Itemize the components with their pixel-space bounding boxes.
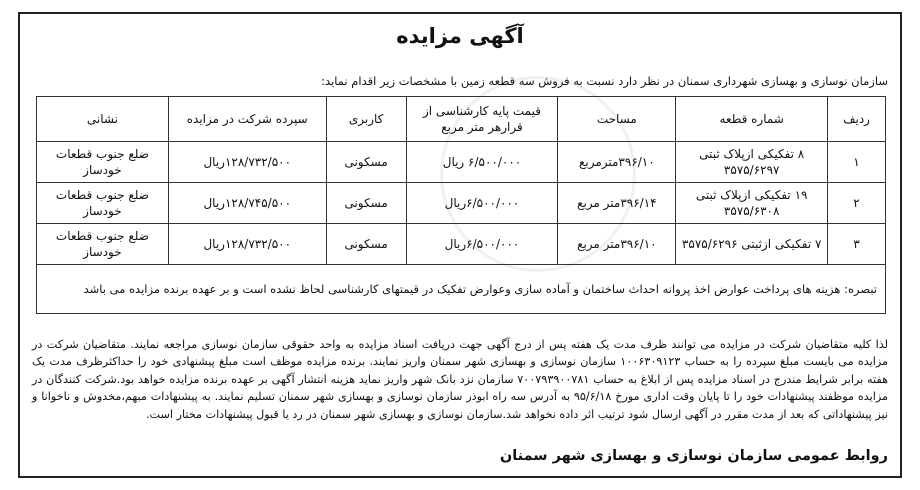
cell-deposit: ۱۲۸/۷۴۵/۵۰۰ریال: [168, 183, 326, 224]
cell-price: ۶/۵۰۰/۰۰۰ریال: [406, 183, 558, 224]
cell-row-number: ۲: [828, 183, 886, 224]
parcels-table: [36, 96, 886, 314]
cell-usage: مسکونی: [326, 142, 406, 183]
cell-price: ۶/۵۰۰/۰۰۰ ریال: [406, 142, 558, 183]
cell-usage: مسکونی: [326, 224, 406, 265]
cell-parcel: ۱۹ تفکیکی ازپلاک ثبتی ۳۵۷۵/۶۳۰۸: [676, 183, 828, 224]
header-deposit: سپرده شرکت در مزایده: [168, 97, 326, 142]
advertisement-frame: [18, 12, 902, 478]
header-price: قیمت پایه کارشناسی از قرارهر متر مربع: [406, 97, 558, 142]
signature: روابط عمومی سازمان نوسازی و بهسازی شهر سمنان: [499, 448, 888, 464]
header-area: مساحت: [558, 97, 676, 142]
cell-usage: مسکونی: [326, 183, 406, 224]
intro-text: سازمان نوسازی و بهسازی شهرداری سمنان در نظر دارد نسبت به فروش سه قطعه زمین با مشخصات زیر اقدام نماید:: [321, 74, 888, 88]
body-paragraph: لذا کلیه متقاضیان شرکت در مزایده می توانند ظرف مدت یک هفته پس از درج آگهی جهت دریافت اسناد مزایده به واحد حقوقی سازمان نوسازی مراجعه نمایند. متقاضیان شرکت در مزایده می بایست مبلغ سپرده را به حساب ۱۰۰۶۳۰۹۱۲۳ سازمان نوسازی و بهسازی شهر سمنان واریز نمایند. برنده مزایده موظف است مبلغ پیشنهادی خود را حداکثرظرف مدت یک هفته برابر شرایط مندرج در اسناد مزایده پس از ابلاغ به حساب ۷۰۰۷۹۳۹۰۰۷۸۱ سازمان نزد بانک شهر واریز نماید هزینه انتشار آگهی بر عهده برنده مزایده خواهد بود.شرکت کنندگان در مزایده موظفند پیشنهادات خود را تا پایان وقت اداری مورخ ۹۵/۶/۱۸ به آدرس سه راه ابوذر سازمان نوسازی و بهسازی شهر سمنان تسلیم نمایند. به پیشنهادات مبهم،مخدوش و ناخوانا و نیز پیشنهاداتی که بعد از مدت مقرر در آگهی ارسال شود ترتیب اثر داده نخواهد شد.سازمان نوسازی و بهسازی شهر سمنان در رد یا قبول پیشنهادات مختار است.: [32, 338, 889, 421]
header-parcel: شماره قطعه: [676, 97, 828, 142]
cell-address: ضلع جنوب قطعات خودساز: [37, 224, 169, 265]
table-note-row: [37, 265, 886, 314]
header-row-number: ردیف: [828, 97, 886, 142]
header-address: نشانی: [37, 97, 169, 142]
table-row: [37, 224, 886, 265]
cell-price: ۶/۵۰۰/۰۰۰ریال: [406, 224, 558, 265]
cell-parcel: ۸ تفکیکی ازپلاک ثبتی ۳۵۷۵/۶۲۹۷: [676, 142, 828, 183]
header-usage: کاربری: [326, 97, 406, 142]
table-row: [37, 183, 886, 224]
cell-row-number: ۱: [828, 142, 886, 183]
table-note: تبصره: هزینه های پرداخت عوارض اخذ پروانه احداث ساختمان و آماده سازی وعوارض تفکیک در قیمتهای کارشناسی لحاظ نشده است و بر عهده برنده مزایده می باشد: [37, 265, 886, 314]
cell-area: ۳۹۶/۱۰مترمربع: [558, 142, 676, 183]
cell-deposit: ۱۲۸/۷۳۲/۵۰۰ریال: [168, 142, 326, 183]
cell-deposit: ۱۲۸/۷۳۲/۵۰۰ریال: [168, 224, 326, 265]
cell-address: ضلع جنوب قطعات خودساز: [37, 183, 169, 224]
cell-area: ۳۹۶/۱۴متر مربع: [558, 183, 676, 224]
table-header-row: [37, 97, 886, 142]
cell-address: ضلع جنوب قطعات خودساز: [37, 142, 169, 183]
page-title: آگهی مزایده: [396, 24, 524, 48]
cell-row-number: ۳: [828, 224, 886, 265]
table-row: [37, 142, 886, 183]
cell-area: ۳۹۶/۱۰متر مربع: [558, 224, 676, 265]
cell-parcel: ۷ تفکیکی ازثبتی ۳۵۷۵/۶۲۹۶: [676, 224, 828, 265]
